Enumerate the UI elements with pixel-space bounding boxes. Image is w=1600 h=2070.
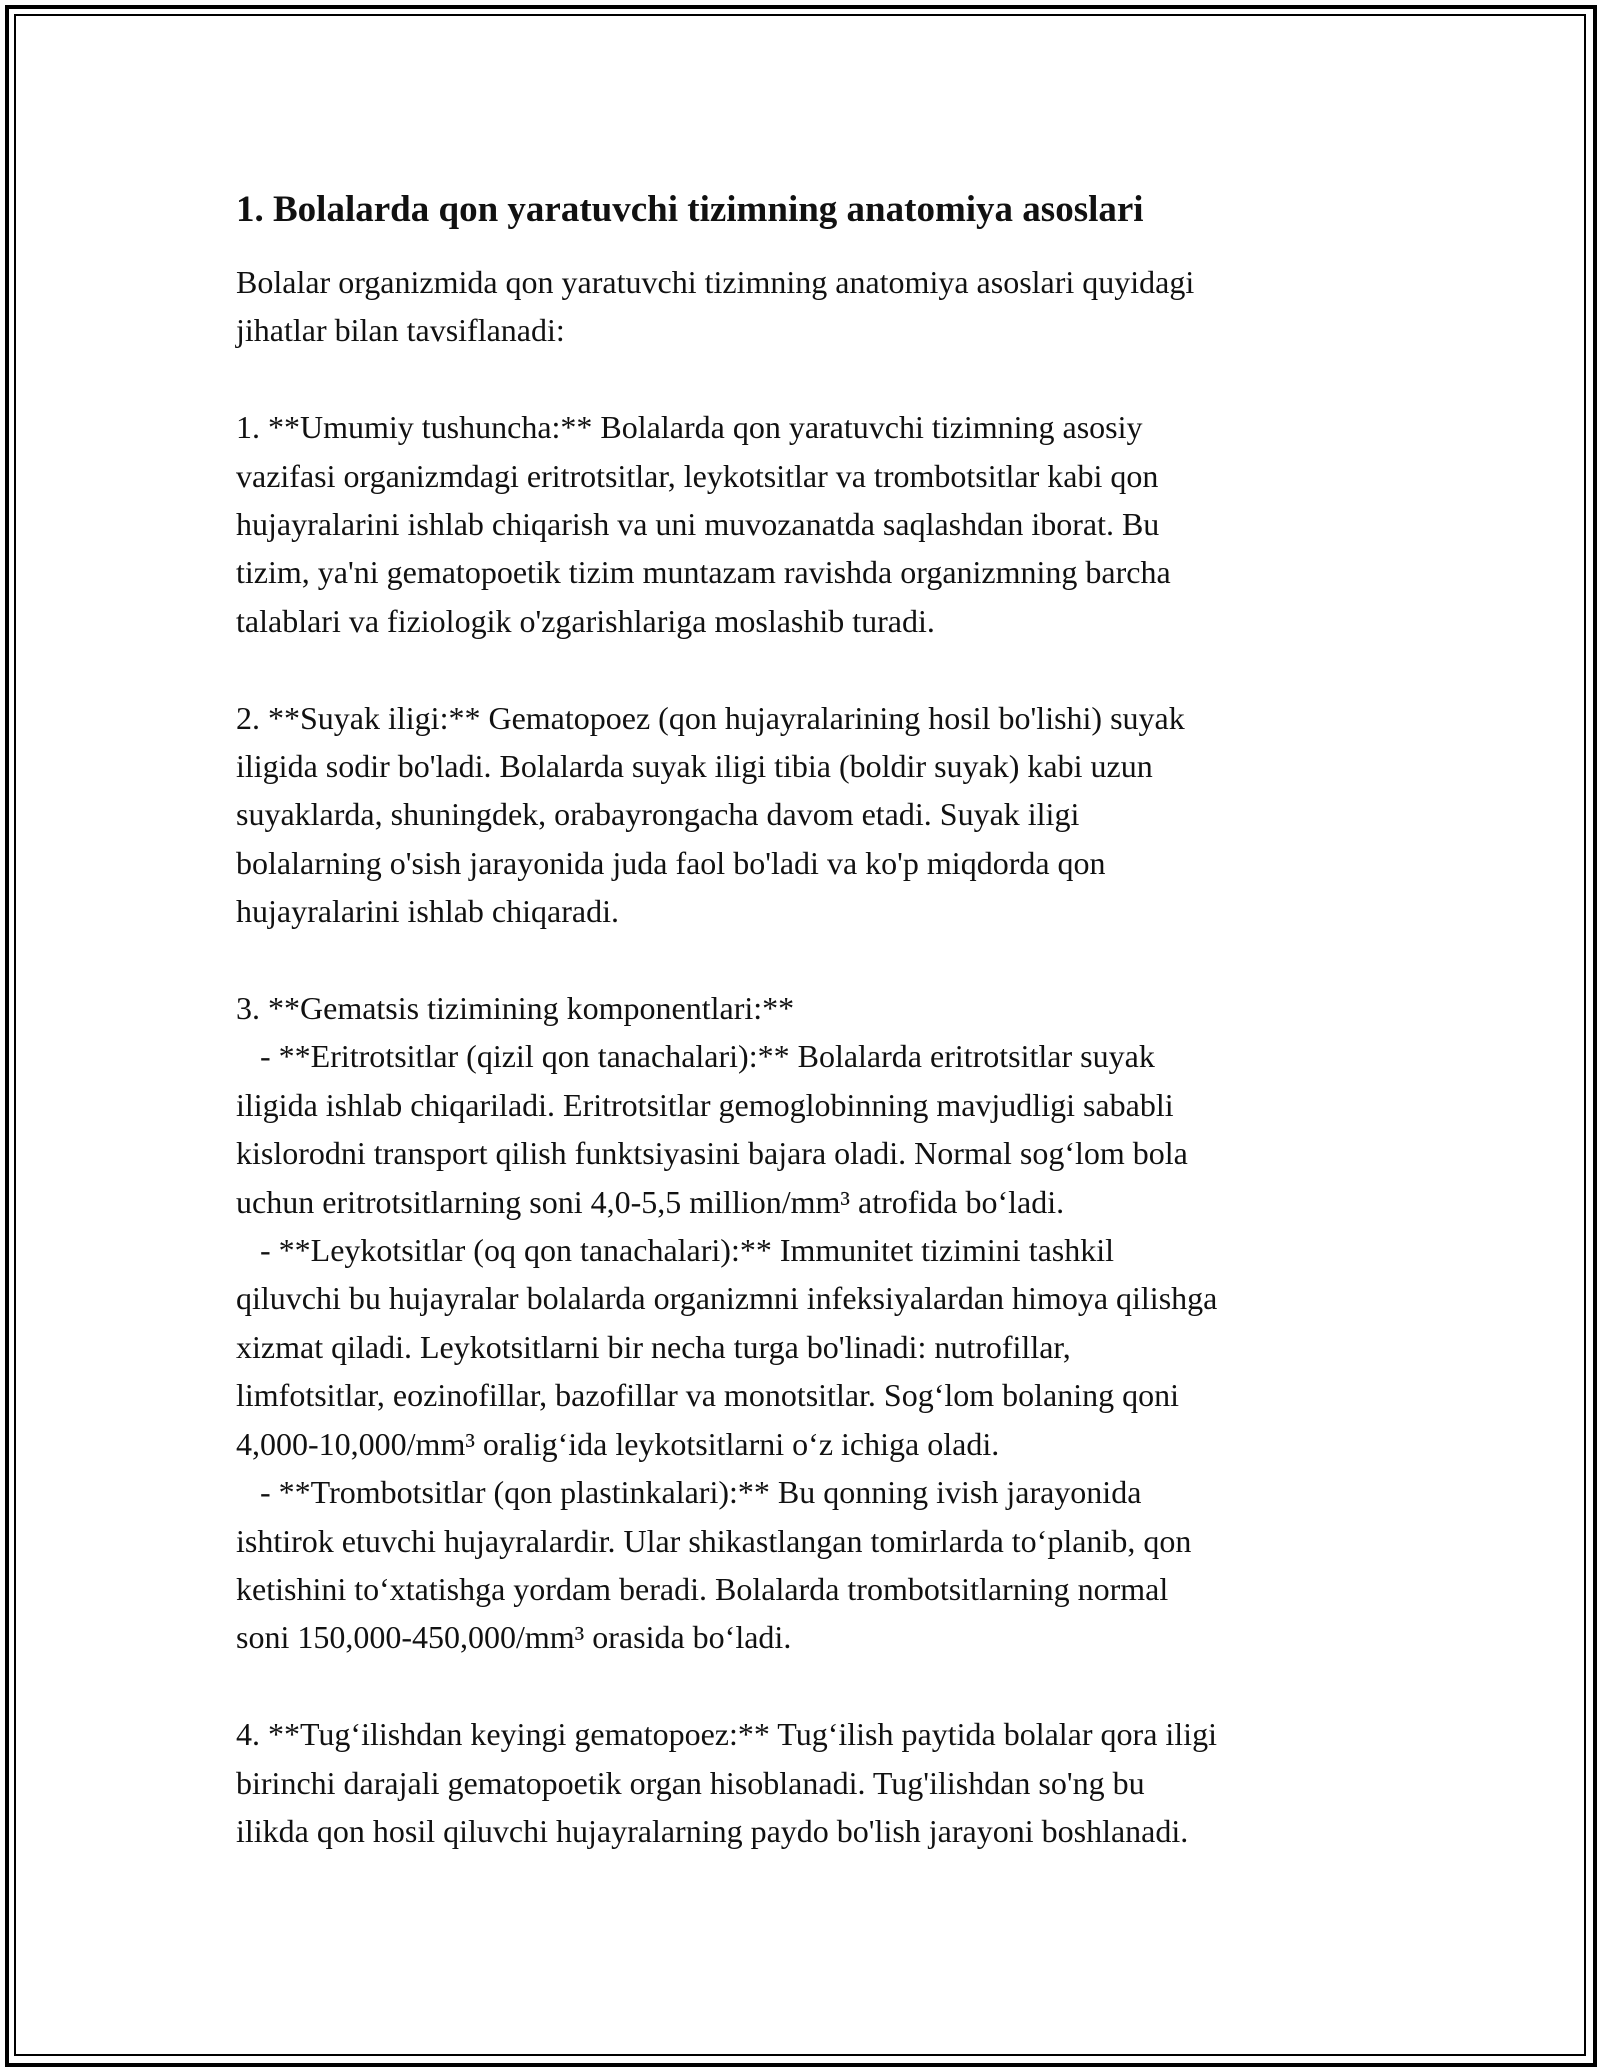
text-line: birinchi darajali gematopoetik organ hisoblanadi. Tug'ilishdan so'ng bu bbox=[236, 1764, 1145, 1801]
text-line: soni 150,000-450,000/mm³ orasida bo‘ladi. bbox=[236, 1619, 792, 1656]
document-body bbox=[236, 186, 1386, 1855]
section-umumiy-tushuncha bbox=[236, 403, 1386, 645]
paragraph-gap bbox=[236, 645, 1386, 693]
paragraph-gap bbox=[236, 355, 1386, 403]
section-komponentlar bbox=[236, 984, 1386, 1662]
text-line: ketishini to‘xtatishga yordam beradi. Bolalarda trombotsitlarning normal bbox=[236, 1570, 1169, 1607]
text-line: bolalarning o'sish jarayonida juda faol bo'ladi va ko'p miqdorda qon bbox=[236, 844, 1106, 881]
text-line: 4,000-10,000/mm³ oralig‘ida leykotsitlarni o‘z ichiga oladi. bbox=[236, 1425, 1000, 1462]
text-line: - **Trombotsitlar (qon plastinkalari):** Bu qonning ivish jarayonida bbox=[236, 1474, 1142, 1511]
paragraph-gap bbox=[236, 1662, 1386, 1710]
text-line: 3. **Gematsis tizimining komponentlari:** bbox=[236, 990, 795, 1027]
text-line: qiluvchi bu hujayralar bolalarda organizmni infeksiyalardan himoya qilishga bbox=[236, 1280, 1218, 1317]
text-line: limfotsitlar, eozinofillar, bazofillar va monotsitlar. Sog‘lom bolaning qoni bbox=[236, 1377, 1180, 1414]
text-line: xizmat qiladi. Leykotsitlarni bir necha turga bo'linadi: nutrofillar, bbox=[236, 1328, 1071, 1365]
text-line: hujayralarini ishlab chiqaradi. bbox=[236, 893, 619, 930]
text-line: hujayralarini ishlab chiqarish va uni muvozanatda saqlashdan iborat. Bu bbox=[236, 506, 1160, 543]
text-line: iligida ishlab chiqariladi. Eritrotsitlar gemoglobinning mavjudligi sababli bbox=[236, 1086, 1174, 1123]
text-line: uchun eritrotsitlarning soni 4,0-5,5 million/mm³ atrofida bo‘ladi. bbox=[236, 1183, 1065, 1220]
text-line: 4. **Tug‘ilishdan keyingi gematopoez:** Tug‘ilish paytida bolalar qora iligi bbox=[236, 1716, 1217, 1753]
text-line: suyaklarda, shuningdek, orabayrongacha davom etadi. Suyak iligi bbox=[236, 796, 1080, 833]
text-line: 2. **Suyak iligi:** Gematopoez (qon hujayralarining hosil bo'lishi) suyak bbox=[236, 699, 1185, 736]
text-line: jihatlar bilan tavsiflanadi: bbox=[236, 312, 565, 349]
intro-paragraph bbox=[236, 258, 1386, 355]
section-suyak-iligi bbox=[236, 694, 1386, 936]
text-line: ishtirok etuvchi hujayralardir. Ular shikastlangan tomirlarda to‘planib, qon bbox=[236, 1522, 1192, 1559]
text-line: talablari va fiziologik o'zgarishlariga moslashib turadi. bbox=[236, 602, 935, 639]
text-line: tizim, ya'ni gematopoetik tizim muntazam ravishda organizmning barcha bbox=[236, 554, 1171, 591]
text-line: kislorodni transport qilish funktsiyasini bajara oladi. Normal sog‘lom bola bbox=[236, 1135, 1188, 1172]
document-title: 1. Bolalarda qon yaratuvchi tizimning anatomiya asoslari bbox=[236, 189, 1144, 230]
text-line: - **Leykotsitlar (oq qon tanachalari):** Immunitet tizimini tashkil bbox=[236, 1232, 1115, 1269]
text-line: Bolalar organizmida qon yaratuvchi tizimning anatomiya asoslari quyidagi bbox=[236, 264, 1195, 300]
text-line: ilikda qon hosil qiluvchi hujayralarning paydo bo'lish jarayoni boshlanadi. bbox=[236, 1812, 1189, 1849]
paragraph-gap bbox=[236, 936, 1386, 984]
section-gematopoez bbox=[236, 1710, 1386, 1855]
text-line: iligida sodir bo'ladi. Bolalarda suyak iligi tibia (boldir suyak) kabi uzun bbox=[236, 748, 1153, 785]
text-line: - **Eritrotsitlar (qizil qon tanachalari):** Bolalarda eritrotsitlar suyak bbox=[236, 1038, 1155, 1075]
text-line: vazifasi organizmdagi eritrotsitlar, leykotsitlar va trombotsitlar kabi qon bbox=[236, 457, 1159, 494]
text-line: 1. **Umumiy tushuncha:** Bolalarda qon yaratuvchi tizimning asosiy bbox=[236, 409, 1143, 446]
